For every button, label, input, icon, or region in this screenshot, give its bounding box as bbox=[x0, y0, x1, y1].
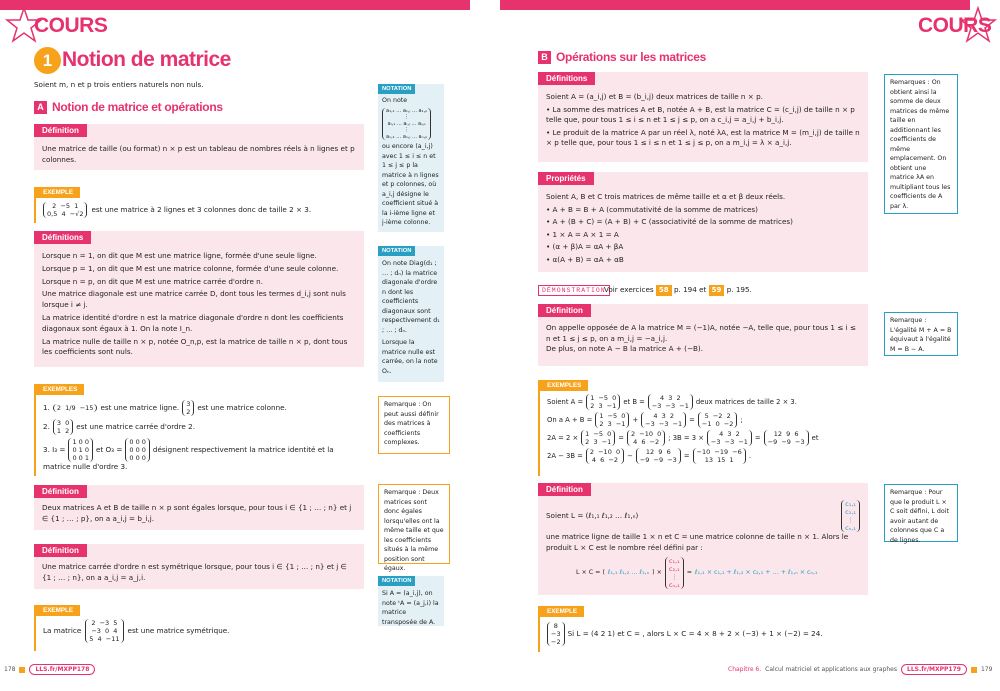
definition-box bbox=[34, 124, 364, 170]
notation-content bbox=[382, 259, 440, 376]
example-text: est une matrice symétrique. bbox=[127, 625, 230, 635]
example-prefix: La matrice bbox=[43, 625, 82, 635]
definition-content bbox=[546, 323, 860, 355]
definition-item: • La somme des matrices A et B, notée A + B, est la matrice C = (c_i,j) de taille n × p telle que, pour tous 1 ≤ i ≤ n et 1 ≤ j ≤ p, on a c_i,j = a_i,j + b_i,j. bbox=[546, 104, 855, 124]
definition-line: Soient L = (ℓ₁,₁ ℓ₁,₂ … ℓ₁,ₙ) c₁,₁ c₂,₁ ⋮ cₙ,₁ bbox=[546, 500, 860, 532]
exercise-link[interactable]: 59 bbox=[709, 285, 725, 296]
notation-item: On note Diag(d₁ ; … ; dₙ) la matrice diagonale d'ordre n dont les coefficients diagonaux sont respectivement d₁ ; … ; dₙ. bbox=[382, 260, 440, 334]
top-bar bbox=[500, 0, 970, 10]
page-number: 178 bbox=[4, 666, 16, 673]
example-box bbox=[538, 606, 868, 652]
box-title: Définition bbox=[34, 124, 87, 137]
box-title: Définitions bbox=[34, 231, 91, 244]
definition-intro: Soient A = (a_i,j) et B = (b_i,j) deux matrices de taille n × p. bbox=[546, 92, 763, 101]
intro-text: Soient m, n et p trois entiers naturels non nuls. bbox=[34, 80, 204, 89]
matrix: 2 −5 1 0,5 4 −√2 bbox=[43, 202, 87, 218]
definition-box bbox=[34, 544, 364, 589]
definition-line: Une matrice diagonale est une matrice carrée D, dont tous les termes d_i,j sont nuls lorsque i ≠ j. bbox=[42, 289, 346, 310]
definitions-list bbox=[42, 251, 356, 358]
example-line: 2A = 2 × 1 −5 0 2 3 −1 = 2 −10 0 4 6 −2 ; 3B = 3 × 4 3 2 −3 −3 −1 = 12 9 6 −9 −9 −3 et bbox=[547, 430, 819, 446]
cours-header: COURS bbox=[34, 14, 108, 37]
definition-box bbox=[538, 304, 868, 366]
examples-content bbox=[43, 400, 360, 473]
section-b-heading bbox=[538, 50, 706, 64]
example-line: 2A − 3B = 2 −10 0 4 6 −2 − 12 9 6 −9 −9 −3 = −10 −19 −6 13 15 1 . bbox=[547, 448, 751, 464]
footer-link[interactable]: LLS.fr/MXPP179 bbox=[901, 664, 967, 675]
notation-sidebar bbox=[378, 84, 444, 232]
definitions-content bbox=[546, 92, 860, 149]
example-line: matrice nulle d'ordre 3. bbox=[43, 462, 128, 471]
example-text: Si L = (4 2 1) et C = , alors L × C = 4 × 8 + 2 × (−3) + 1 × (−2) = 24. bbox=[567, 628, 823, 638]
example-content bbox=[43, 619, 360, 643]
notation-title: NOTATION bbox=[378, 576, 415, 586]
notation-item: Lorsque la matrice nulle est carrée, on la note Oₙ. bbox=[382, 339, 438, 375]
notation-content bbox=[382, 96, 440, 228]
chapter-number: 1 bbox=[34, 47, 61, 74]
section-letter: A bbox=[34, 101, 47, 114]
example-line: 1. 2 1/9 −15 est une matrice ligne. 3 2 est une matrice colonne. bbox=[43, 400, 287, 416]
definition-text: De plus, on note A − B la matrice A + (−B). bbox=[546, 344, 703, 353]
remark-note: Remarques : On obtient ainsi la somme de deux matrices de même taille en additionnant les coefficients de même emplacement. On obtient une matrice λA en multipliant tous les coefficients de A par λ. bbox=[884, 74, 958, 214]
examples-content bbox=[547, 394, 864, 464]
example-title: EXEMPLE bbox=[540, 606, 584, 617]
property-item: • 1 × A = A × 1 = A bbox=[546, 229, 619, 239]
square-icon bbox=[19, 667, 25, 673]
property-item: • A + B = B + A (commutativité de la somme de matrices) bbox=[546, 204, 758, 214]
remark-note: Remarque : Deux matrices sont donc égales lorsqu'elles ont la même taille et que les coefficients situés à la même position sont égaux. bbox=[378, 484, 450, 564]
matrix: a₁,₁ … a₁,ⱼ … a₁,ₚ ⋮ aᵢ,₁ … aᵢ,ⱼ … aᵢ,ₚ ⋮ aₙ,₁ … aₙ,ⱼ … aₙ,ₚ bbox=[382, 108, 431, 141]
chapter-title: Notion de matrice bbox=[62, 48, 231, 71]
definition-text: On appelle opposée de A la matrice M = (−1)A, notée −A, telle que, pour tous 1 ≤ i ≤ n et 1 ≤ j ≤ p, on a m_i,j = −a_i,j. bbox=[546, 323, 856, 343]
box-title: Définitions bbox=[538, 72, 595, 85]
example-line: 3. I₃ = 1 0 0 0 1 0 0 0 1 et O₃ = 0 0 0 0 0 0 0 0 0 désignent respectivement la matrice identité et la bbox=[43, 438, 334, 462]
definition-line: La matrice nulle de taille n × p, notée O_n,p, est la matrice de taille n × p, dont tous les coefficients sont nuls. bbox=[42, 336, 348, 357]
property-item: • α(A + B) = αA + αB bbox=[546, 254, 624, 264]
matrix: c₁,₁ c₂,₁ ⋮ cₙ,₁ bbox=[841, 500, 860, 532]
notation-intro: On note bbox=[382, 97, 408, 104]
matrix: 2 −3 5 −3 0 4 5 4 −11 bbox=[85, 619, 123, 643]
definition-box bbox=[538, 483, 868, 595]
page-number: 179 bbox=[980, 666, 993, 673]
box-title: Propriétés bbox=[538, 172, 594, 185]
notation-title: NOTATION bbox=[378, 84, 415, 94]
definitions-box bbox=[34, 231, 364, 367]
notation-text: Si A = (a_i,j), on note ᵗA = (a_j,i) la matrice transposée de A. bbox=[382, 590, 439, 626]
properties-intro: Soient A, B et C trois matrices de même taille et α et β deux réels. bbox=[546, 192, 786, 201]
footer-link[interactable]: LLS.fr/MXPP178 bbox=[29, 664, 95, 675]
notation-title: NOTATION bbox=[378, 246, 415, 256]
notation-sidebar bbox=[378, 576, 444, 626]
section-letter: B bbox=[538, 51, 551, 64]
property-item: • A + (B + C) = (A + B) + C (associativité de la somme de matrices) bbox=[546, 217, 793, 226]
box-title: Définition bbox=[34, 544, 87, 557]
definition-text: Deux matrices A et B de taille n × p sont égales lorsque, pour tous i ∈ {1 ; … ; n} et j ∈ {1 ; … ; p}, on a a_i,j = b_i,j. bbox=[42, 503, 352, 523]
definition-box bbox=[34, 485, 364, 530]
notation-text: ou encore (a_i,j) avec 1 ≤ i ≤ n et 1 ≤ j ≤ p la matrice à n lignes et p colonnes, où a_i,j désigne le coefficient situé à la i-ième ligne et j-ième colonne. bbox=[382, 143, 439, 226]
top-bar bbox=[0, 0, 470, 10]
box-title: Définition bbox=[538, 304, 591, 317]
left-footer bbox=[4, 664, 95, 675]
matrix: 8 −3 −2 bbox=[547, 622, 565, 646]
examples-box bbox=[34, 384, 364, 476]
definition-line: Lorsque n = p, on dit que M est une matrice carrée d'ordre n. bbox=[42, 276, 263, 286]
definition-item: • Le produit de la matrice A par un réel λ, noté λA, est la matrice M = (m_i,j) de taille n × p telle que, pour tous 1 ≤ i ≤ n et 1 ≤ j ≤ p, on a m_i,j = λ × a_i,j. bbox=[546, 127, 860, 147]
remark-note: Remarque : On peut aussi définir des matrices à coefficients complexes. bbox=[378, 396, 450, 454]
footer-chapter: Chapitre 6. bbox=[728, 666, 762, 673]
star-deco-icon bbox=[958, 6, 998, 46]
definitions-box bbox=[538, 72, 868, 162]
examples-box bbox=[538, 380, 868, 476]
section-title: Opérations sur les matrices bbox=[556, 50, 706, 64]
right-page bbox=[500, 0, 1000, 691]
example-line: Soient A = 1 −5 0 2 3 −1 et B = 4 3 2 −3 −3 −1 deux matrices de taille 2 × 3. bbox=[547, 394, 797, 410]
example-content bbox=[43, 202, 360, 218]
example-line: On a A + B = 1 −5 0 2 3 −1 + 4 3 2 −3 −3 −1 = 5 −2 2 −1 0 −2 ; bbox=[547, 412, 743, 428]
demo-label: DÉMONSTRATION bbox=[538, 285, 610, 296]
exercise-link[interactable]: 58 bbox=[656, 285, 672, 296]
example-line: 2. 3 0 1 2 est une matrice carrée d'ordre 2. bbox=[43, 419, 195, 435]
definition-content bbox=[546, 500, 860, 589]
property-item: • (α + β)A = αA + βA bbox=[546, 242, 624, 251]
definition-line: Lorsque p = 1, on dit que M est une matrice colonne, formée d'une seule colonne. bbox=[42, 263, 339, 273]
footer-chapter-title: Calcul matriciel et applications aux graphes bbox=[765, 666, 898, 673]
example-box bbox=[34, 605, 364, 651]
right-footer bbox=[728, 664, 992, 675]
definition-text: Une matrice de taille (ou format) n × p est un tableau de nombres réels à n lignes et p colonnes. bbox=[42, 144, 355, 164]
notation-sidebar bbox=[378, 246, 444, 382]
properties-box bbox=[538, 172, 868, 272]
example-text: est une matrice à 2 lignes et 3 colonnes donc de taille 2 × 3. bbox=[91, 204, 312, 214]
example-title: EXEMPLES bbox=[36, 384, 84, 395]
remark-note: Remarque : L'égalité M + A = B équivaut à l'égalité M = B − A. bbox=[884, 312, 958, 356]
box-title: Définition bbox=[538, 483, 591, 496]
product-formula: L × C = ( ℓ₁,₁ ℓ₁,₂ … ℓ₁,ₙ ) × c₁,₁ c₂,₁ ⋮ cₙ,₁ = ℓ₁,₁ × c₁,₁ + ℓ₁,₂ × c₂,₁ + … + ℓ₁,ₙ × cₙ,₁ bbox=[576, 557, 818, 589]
square-icon bbox=[971, 667, 977, 673]
section-a-heading bbox=[34, 100, 223, 114]
definition-line: La matrice identité d'ordre n est la matrice diagonale d'ordre n dont les coefficients diagonaux sont égaux à 1. On la note I_n. bbox=[42, 312, 344, 333]
demo-text: Voir exercices 58 p. 194 et 59 p. 195. bbox=[604, 285, 752, 294]
section-title: Notion de matrice et opérations bbox=[52, 100, 223, 114]
example-box bbox=[34, 187, 364, 223]
example-title: EXEMPLES bbox=[540, 380, 588, 391]
example-title: EXEMPLE bbox=[36, 187, 80, 198]
definition-line: Lorsque n = 1, on dit que M est une matrice ligne, formée d'une seule ligne. bbox=[42, 251, 317, 260]
cours-header: COURS bbox=[918, 14, 992, 37]
properties-content bbox=[546, 191, 860, 266]
example-title: EXEMPLE bbox=[36, 605, 80, 616]
definition-text: Une matrice carrée d'ordre n est symétrique lorsque, pour tous i ∈ {1 ; … ; n} et j ∈ {1 ; … ; n}, on a a_i,j = a_j,i. bbox=[42, 562, 347, 582]
box-title: Définition bbox=[34, 485, 87, 498]
definition-text: une matrice ligne de taille 1 × n et C = une matrice colonne de taille n × 1. Alors le produit L × C est le nombre réel défini par : bbox=[546, 532, 849, 552]
remark-note: Remarque : Pour que le produit L × C soit défini, L doit avoir autant de colonnes que C a de lignes. bbox=[884, 484, 958, 542]
example-content bbox=[547, 622, 864, 646]
